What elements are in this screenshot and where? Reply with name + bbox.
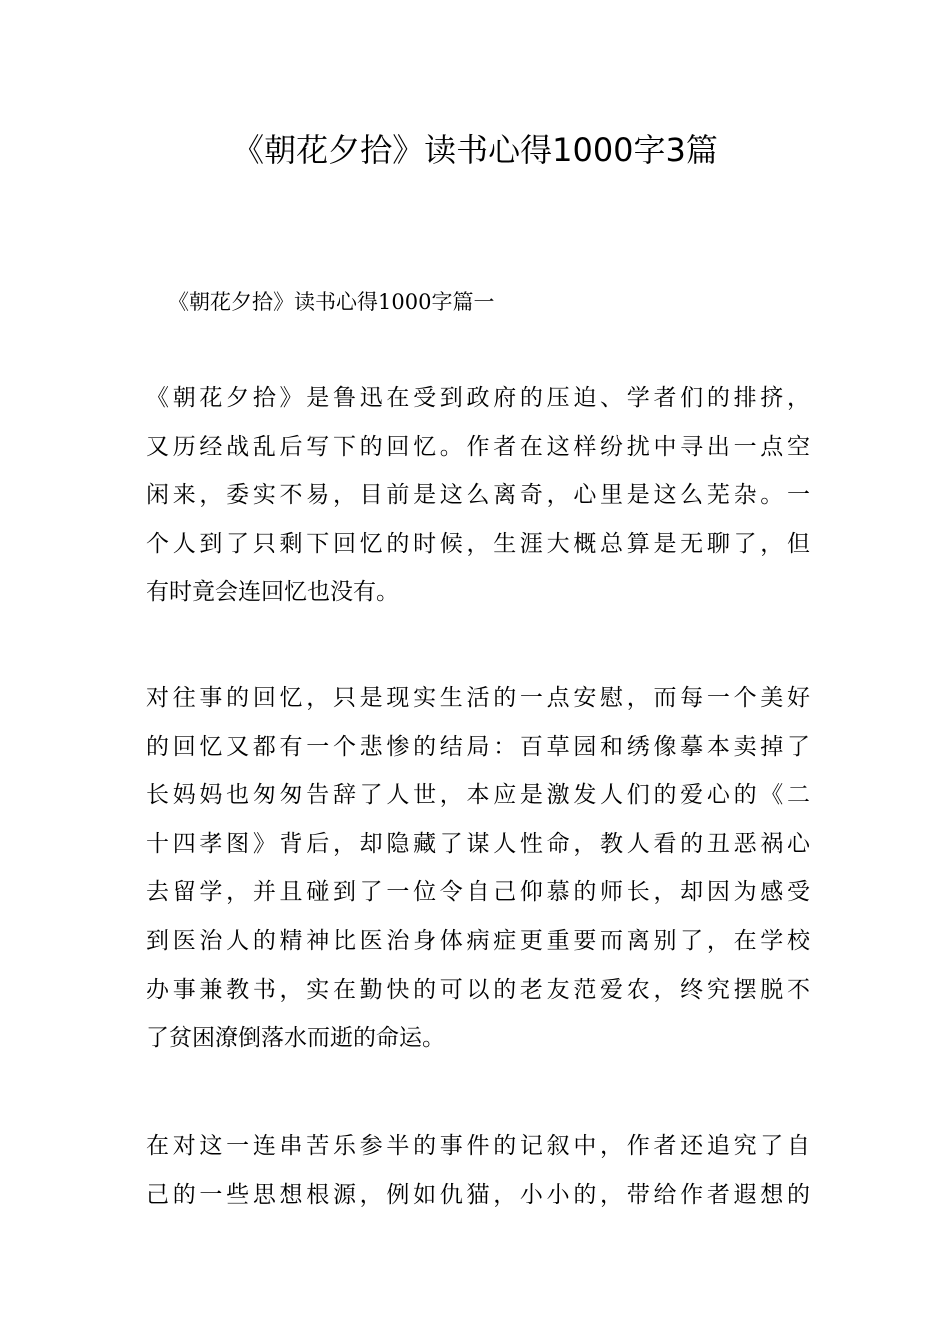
paragraph-line: 在对这一连串苦乐参半的事件的记叙中，作者还追究了自 xyxy=(146,1133,810,1159)
paragraph-line: 又历经战乱后写下的回忆。作者在这样纷扰中寻出一点空 xyxy=(146,433,810,460)
paragraph-line: 十四孝图》背后，却隐藏了谋人性命，教人看的丑恶祸心 xyxy=(146,830,810,857)
paragraph-line: 对往事的回忆，只是现实生活的一点安慰，而每一个美好 xyxy=(146,685,810,711)
paragraph-line: 长妈妈也匆匆告辞了人世，本应是激发人们的爱心的《二 xyxy=(146,782,810,809)
paragraph-line: 闲来，委实不易，目前是这么离奇，心里是这么芜杂。一 xyxy=(146,482,810,509)
paragraph-line: 的回忆又都有一个悲惨的结局：百草园和绣像摹本卖掉了 xyxy=(146,733,810,760)
paragraph-line: 去留学，并且碰到了一位令自己仰慕的师长，却因为感受 xyxy=(146,879,810,906)
paragraph-line: 《朝花夕拾》是鲁迅在受到政府的压迫、学者们的排挤， xyxy=(146,385,810,411)
paragraph-line: 办事兼教书，实在勤快的可以的老友范爱农，终究摆脱不 xyxy=(146,976,810,1003)
paragraph-3 xyxy=(146,1122,810,1219)
paragraph-line: 个人到了只剩下回忆的时候，生涯大概总算是无聊了，但 xyxy=(146,530,810,557)
paragraph-line: 到医治人的精神比医治身体病症更重要而离别了，在学校 xyxy=(146,927,810,954)
paragraph-1 xyxy=(146,374,810,617)
section-heading: 《朝花夕拾》读书心得1000字篇一 xyxy=(168,290,495,314)
paragraph-line: 有时竟会连回忆也没有。 xyxy=(146,579,399,606)
document-title: 《朝花夕拾》读书心得1000字3篇 xyxy=(232,131,718,169)
paragraph-2 xyxy=(146,674,810,1063)
paragraph-line: 了贫困潦倒落水而逝的命运。 xyxy=(146,1025,445,1052)
paragraph-line: 己的一些思想根源，例如仇猫，小小的，带给作者遐想的 xyxy=(146,1181,810,1208)
